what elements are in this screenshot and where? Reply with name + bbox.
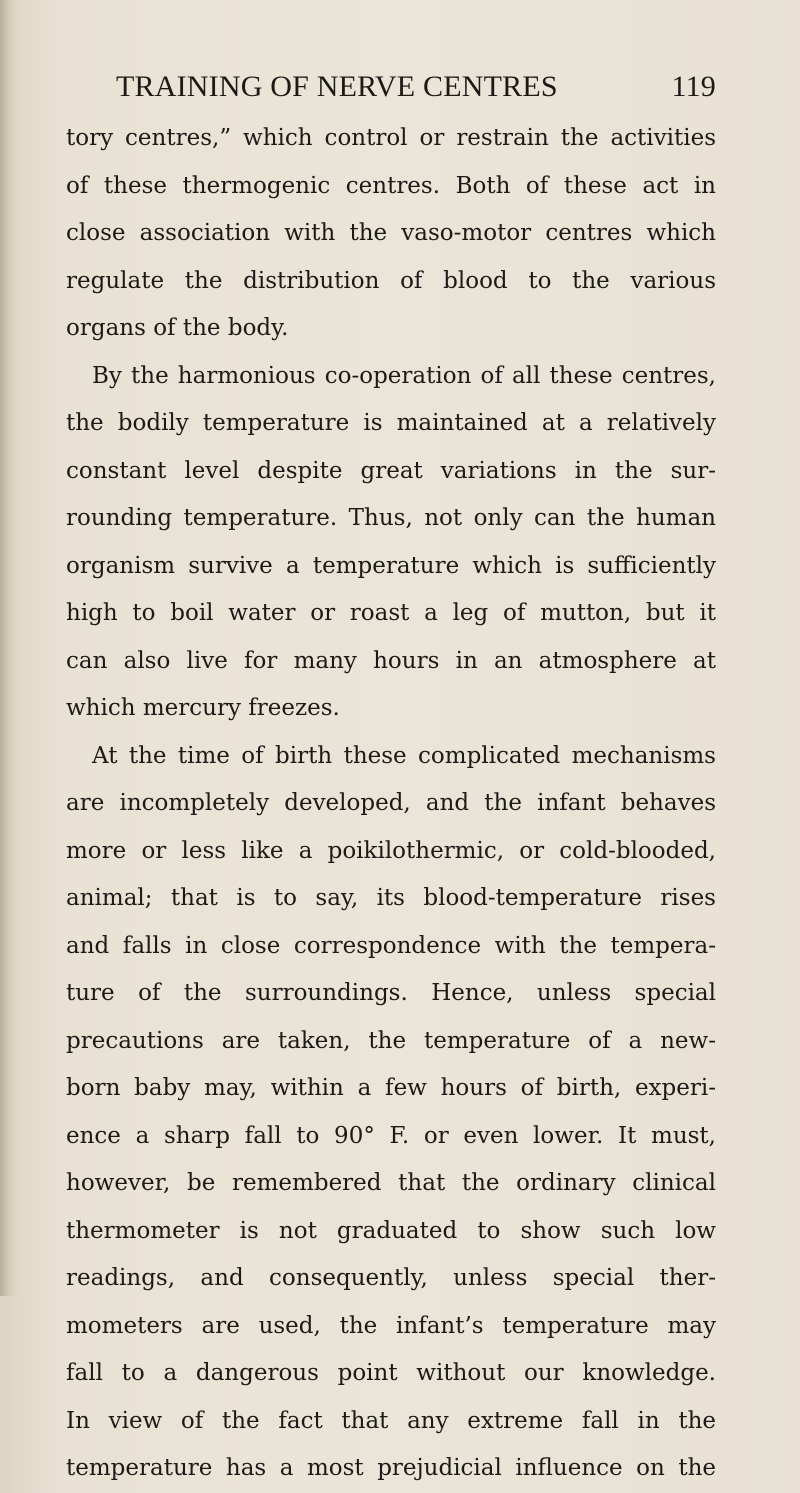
text-line: thermometer is not graduated to show such low [66, 1217, 716, 1244]
text-line: rounding temperature. Thus, not only can the human [66, 505, 716, 531]
text-line: however, be remembered that the ordinary clinical [66, 1170, 716, 1196]
page-number: 119 [671, 70, 716, 103]
text-line: fall to a dangerous point without our knowledge. [66, 1360, 716, 1386]
text-line: close association with the vaso-motor centres which [66, 220, 716, 246]
text-line: of these thermogenic centres. Both of these act in [66, 172, 716, 199]
text-line: animal; that is to say, its blood-temperature rises [66, 885, 716, 911]
text-line: the bodily temperature is maintained at a relatively [66, 410, 716, 436]
text-line: can also live for many hours in an atmosphere at [66, 647, 716, 674]
text-line: high to boil water or roast a leg of mutton, but it [66, 600, 716, 626]
text-line: readings, and consequently, unless special ther- [66, 1265, 716, 1291]
text-line: ture of the surroundings. Hence, unless special [66, 980, 716, 1006]
text-line: temperature has a most prejudicial influence on the [66, 1455, 716, 1481]
text-line: In view of the fact that any extreme fall in the [66, 1407, 716, 1434]
text-line: born baby may, within a few hours of birth, experi- [66, 1075, 716, 1101]
text-line: organs of the body. [66, 315, 289, 341]
text-line: regulate the distribution of blood to the various [66, 267, 716, 294]
text-line: At the time of birth these complicated mechanisms [92, 742, 716, 769]
text-line: more or less like a poikilothermic, or cold-blooded, [66, 837, 716, 864]
text-line: ence a sharp fall to 90° F. or even lower. It must, [66, 1122, 716, 1149]
running-header [116, 70, 716, 114]
text-line: are incompletely developed, and the infant behaves [66, 790, 716, 816]
text-line: precautions are taken, the temperature of a new- [66, 1027, 716, 1054]
text-line: and falls in close correspondence with the tempera- [66, 932, 716, 959]
book-page [66, 0, 716, 1481]
text-line: tory centres,” which control or restrain the activities [66, 125, 716, 151]
text-line: By the harmonious co-operation of all these centres, [92, 362, 716, 389]
running-title: TRAINING OF NERVE CENTRES [116, 70, 558, 103]
body-text [66, 115, 716, 1493]
text-line: mometers are used, the infant’s temperature may [66, 1312, 716, 1339]
page-gutter-shadow [0, 0, 18, 1296]
text-line: which mercury freezes. [66, 695, 340, 721]
text-line: constant level despite great variations in the sur- [66, 457, 716, 484]
text-line: organism survive a temperature which is sufficiently [66, 552, 716, 579]
